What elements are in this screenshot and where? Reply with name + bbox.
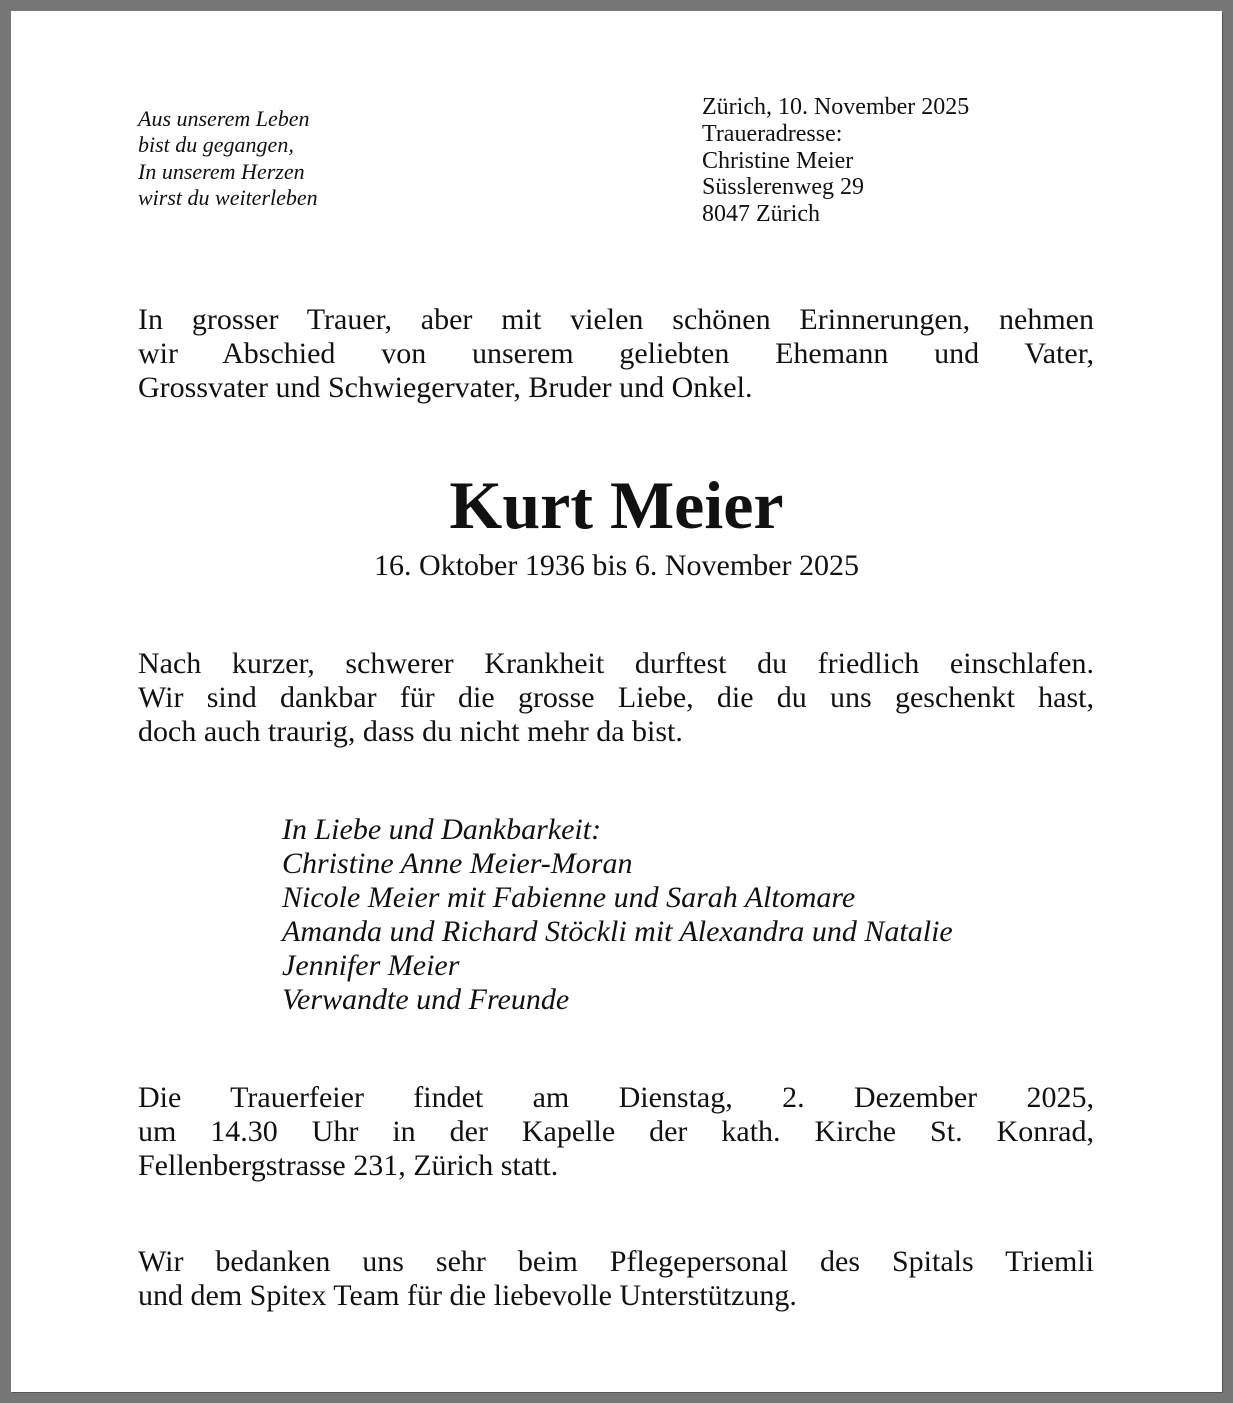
life-dates: 16. Oktober 1936 bis 6. November 2025 — [374, 549, 859, 582]
thanks-line: und dem Spitex Team für die liebevolle Unterstützung. — [138, 1279, 797, 1312]
service-line: Die Trauerfeier findet am Dienstag, 2. Dezember 2025, — [138, 1081, 1094, 1114]
intro-line: Grossvater und Schwiegervater, Bruder und Onkel. — [138, 371, 753, 404]
poem-line: Aus unserem Leben — [138, 106, 310, 131]
message-line: Wir sind dankbar für die grosse Liebe, die du uns geschenkt hast, — [138, 681, 1094, 714]
deceased-name: Kurt Meier — [449, 467, 784, 543]
mourner-name: Christine Anne Meier-Moran — [282, 847, 633, 880]
mourner-name: Nicole Meier mit Fabienne und Sarah Altomare — [282, 881, 856, 914]
poem-line: bist du gegangen, — [138, 132, 294, 157]
address-line: Christine Meier — [702, 148, 854, 174]
mourner-name: Amanda und Richard Stöckli mit Alexandra und Natalie — [282, 915, 953, 948]
intro-line: In grosser Trauer, aber mit vielen schönen Erinnerungen, nehmen — [138, 303, 1094, 336]
service-line: Fellenbergstrasse 231, Zürich statt. — [138, 1149, 559, 1182]
place-date: Zürich, 10. November 2025 — [702, 94, 970, 120]
mourner-name: Verwandte und Freunde — [282, 983, 570, 1016]
mourner-name: Jennifer Meier — [282, 949, 460, 982]
address-label: Traueradresse: — [702, 121, 843, 147]
message-line: doch auch traurig, dass du nicht mehr da bist. — [138, 715, 683, 748]
intro-line: wir Abschied von unserem geliebten Ehemann und Vater, — [138, 337, 1094, 370]
address-line: Süsslerenweg 29 — [702, 174, 864, 200]
address-line: 8047 Zürich — [702, 201, 820, 227]
service-line: um 14.30 Uhr in der Kapelle der kath. Kirche St. Konrad, — [138, 1115, 1094, 1148]
poem-line: In unserem Herzen — [138, 159, 305, 184]
mourners-heading: In Liebe und Dankbarkeit: — [282, 813, 602, 846]
poem-line: wirst du weiterleben — [138, 185, 318, 210]
obituary-page — [11, 11, 1222, 1392]
message-line: Nach kurzer, schwerer Krankheit durftest du friedlich einschlafen. — [138, 647, 1094, 680]
thanks-line: Wir bedanken uns sehr beim Pflegepersonal des Spitals Triemli — [138, 1245, 1094, 1278]
